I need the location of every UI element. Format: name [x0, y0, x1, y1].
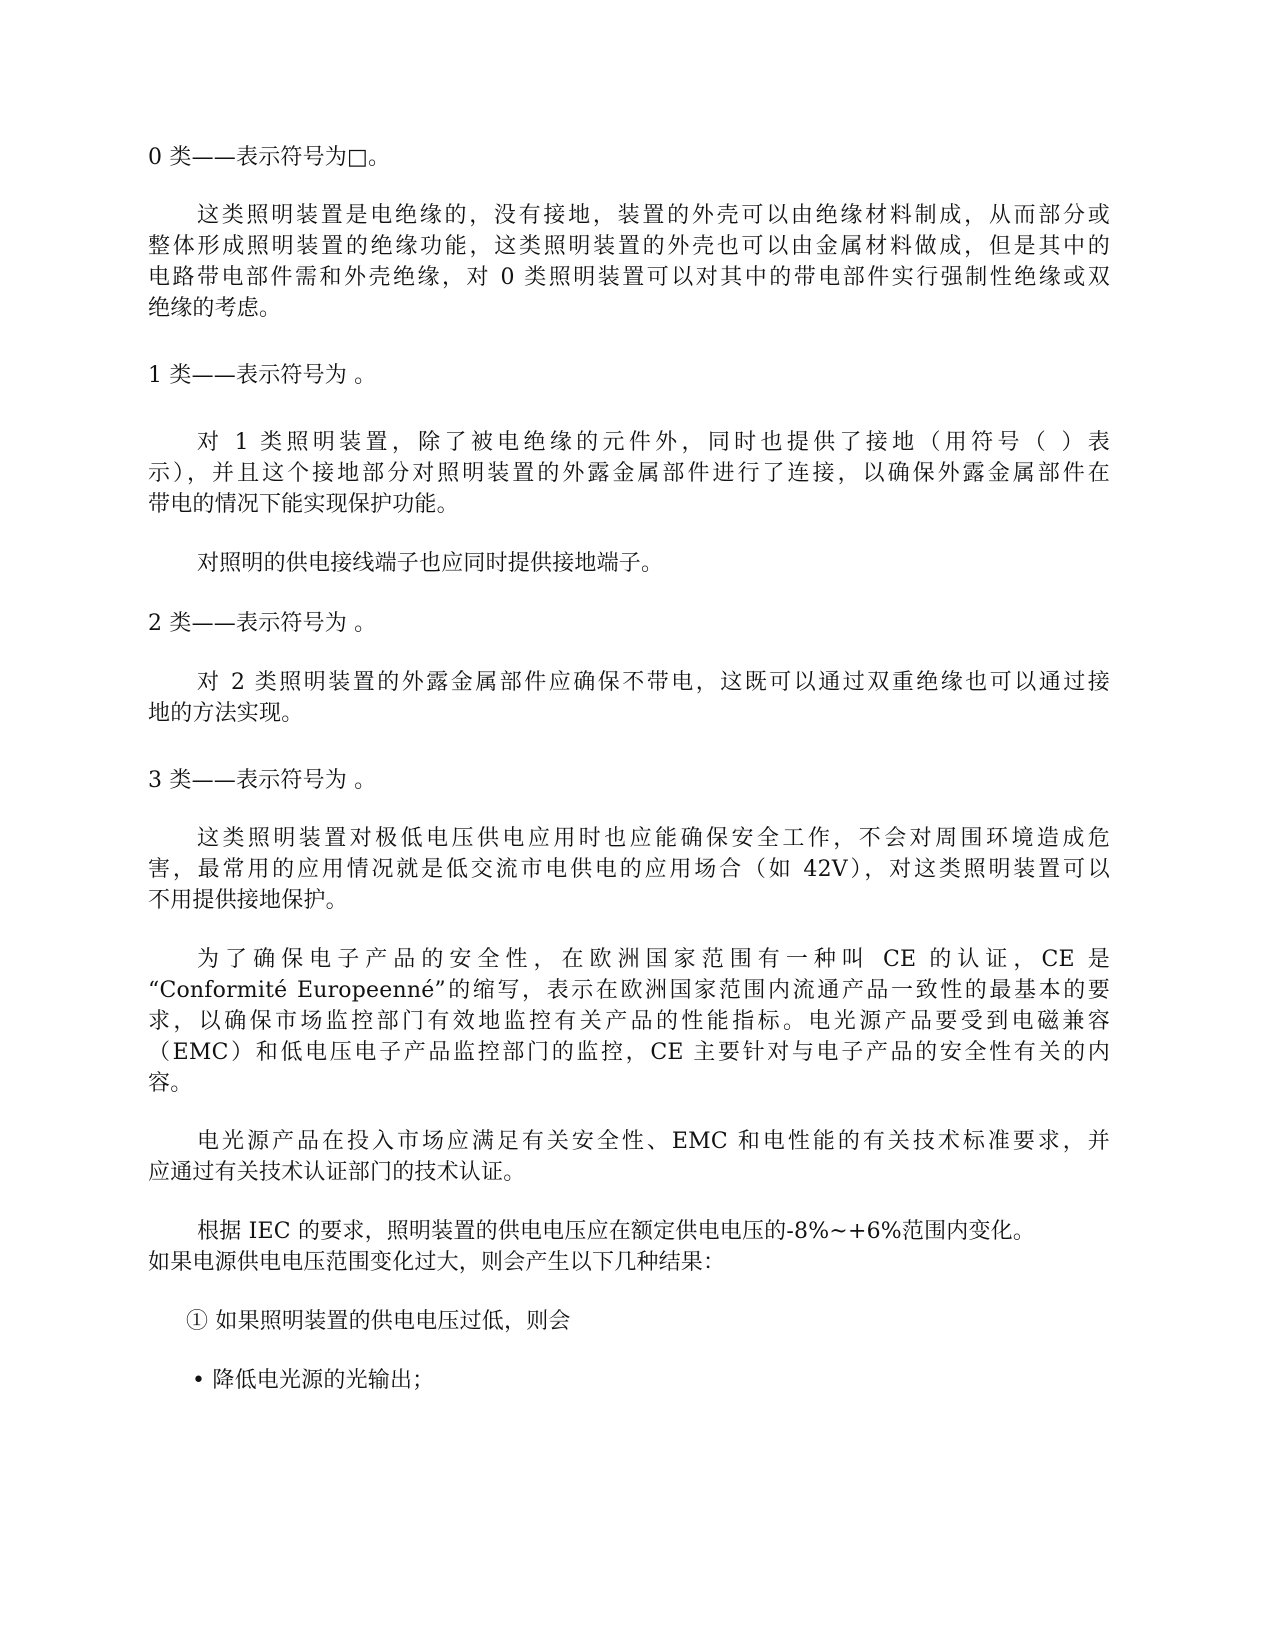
paragraph-line: 这类照明装置是电绝缘的，没有接地，装置的外壳可以由绝缘材料制成，从而部分或 — [197, 203, 1110, 228]
bullet-list-item: • 降低电光源的光输出； — [192, 1368, 435, 1393]
paragraph-line: 绝缘的考虑。 — [148, 296, 282, 321]
class-3-heading: 3 类——表示符号为 。 — [148, 768, 377, 793]
paragraph-line: 对照明的供电接线端子也应同时提供接地端子。 — [197, 551, 664, 576]
paragraph-line: 应通过有关技术认证部门的技术认证。 — [148, 1160, 526, 1185]
paragraph-line: 整体形成照明装置的绝缘功能，这类照明装置的外壳也可以由金属材料做成，但是其中的 — [148, 234, 1110, 259]
class-2-heading: 2 类——表示符号为 。 — [148, 611, 377, 636]
paragraph-line: 为了确保电子产品的安全性，在欧洲国家范围有一种叫 CE 的认证，CE 是 — [197, 947, 1110, 972]
paragraph-line: 电路带电部件需和外壳绝缘，对 0 类照明装置可以对其中的带电部件实行强制性绝缘或双 — [148, 265, 1110, 290]
paragraph-line: 对 2 类照明装置的外露金属部件应确保不带电，这既可以通过双重绝缘也可以通过接 — [197, 670, 1110, 695]
paragraph-line: 这类照明装置对极低电压供电应用时也应能确保安全工作，不会对周围环境造成危 — [197, 826, 1110, 851]
paragraph-line: 害，最常用的应用情况就是低交流市电供电的应用场合（如 42V），对这类照明装置可以 — [148, 857, 1110, 882]
paragraph-line: 容。 — [148, 1071, 193, 1096]
paragraph-line: （EMC）和低电压电子产品监控部门的监控，CE 主要针对与电子产品的安全性有关的内 — [148, 1040, 1110, 1065]
paragraph-line: 不用提供接地保护。 — [148, 888, 348, 913]
paragraph-line: 求，以确保市场监控部门有效地监控有关产品的性能指标。电光源产品要受到电磁兼容 — [148, 1009, 1110, 1034]
paragraph-line: 根据 IEC 的要求，照明装置的供电电压应在额定供电电压的-8%~+6%范围内变化。 — [197, 1219, 1036, 1244]
paragraph-line: 地的方法实现。 — [148, 701, 304, 726]
class-0-heading: 0 类——表示符号为□。 — [148, 145, 391, 170]
paragraph-line: “Conformité Europeenné”的缩写，表示在欧洲国家范围内流通产品一致性的最基本的要 — [148, 978, 1110, 1003]
class-1-heading: 1 类——表示符号为 。 — [148, 363, 377, 388]
numbered-list-item: ① 如果照明装置的供电电压过低，则会 — [186, 1309, 571, 1334]
paragraph-line: 对 1 类照明装置，除了被电绝缘的元件外，同时也提供了接地（用符号（ ）表 — [197, 430, 1110, 455]
paragraph-line: 电光源产品在投入市场应满足有关安全性、EMC 和电性能的有关技术标准要求，并 — [197, 1129, 1110, 1154]
paragraph-line: 示），并且这个接地部分对照明装置的外露金属部件进行了连接，以确保外露金属部件在 — [148, 461, 1110, 486]
paragraph-line: 带电的情况下能实现保护功能。 — [148, 492, 459, 517]
paragraph-line: 如果电源供电电压范围变化过大，则会产生以下几种结果： — [148, 1250, 726, 1275]
